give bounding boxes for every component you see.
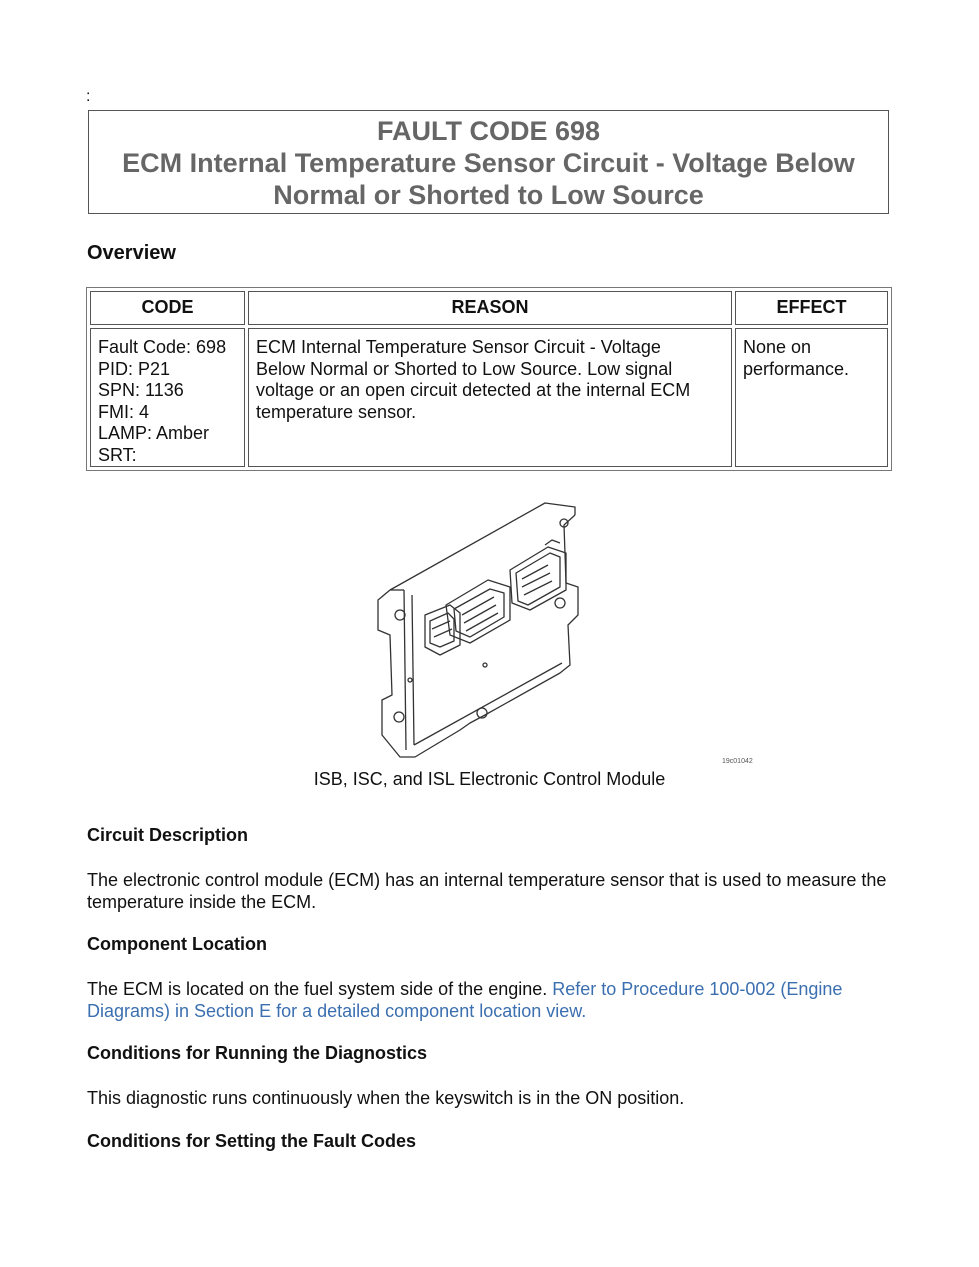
figure-reference-number: 19c01042 (722, 758, 753, 765)
overview-heading: Overview (87, 242, 176, 264)
reason-line: voltage or an open circuit detected at the internal ECM (256, 380, 691, 400)
effect-line: performance. (743, 358, 850, 379)
code-cell (90, 328, 245, 467)
column-header-effect: EFFECT (735, 291, 888, 325)
circuit-description-text: The electronic control module (ECM) has an internal temperature sensor that is used to measure the temperature inside the ECM. (87, 870, 887, 912)
column-header-code: CODE (90, 291, 245, 325)
leading-colon: : (86, 88, 91, 105)
code-line: Fault Code: 698 (98, 337, 227, 357)
fault-code-subtitle-line2: Normal or Shorted to Low Source (273, 180, 704, 210)
code-line: SPN: 1136 (98, 380, 184, 400)
engine-diagrams-link[interactable]: Refer to Procedure 100-002 (Engine Diagrams) in Section E for a detailed component location view. (87, 979, 843, 1021)
component-location-body: The ECM is located on the fuel system side of the engine. (87, 979, 553, 999)
fault-code-title-box (88, 110, 889, 214)
code-line: LAMP: Amber (98, 423, 210, 443)
table-header-row (90, 291, 888, 325)
table-row (90, 328, 888, 467)
code-line: FMI: 4 (98, 401, 150, 422)
component-location-heading: Component Location (87, 934, 267, 954)
running-diagnostics-heading: Conditions for Running the Diagnostics (87, 1043, 427, 1063)
setting-fault-codes-heading: Conditions for Setting the Fault Codes (87, 1131, 416, 1151)
column-header-reason: REASON (248, 291, 732, 325)
effect-line: None on (743, 337, 812, 357)
fault-code-title: FAULT CODE 698 (376, 116, 601, 146)
effect-cell (735, 328, 888, 467)
running-diagnostics-text: This diagnostic runs continuously when the keyswitch is in the ON position. (87, 1088, 685, 1108)
fault-code-subtitle-line1: ECM Internal Temperature Sensor Circuit - Voltage Below (122, 148, 855, 178)
code-line: SRT: (98, 444, 137, 465)
circuit-description-heading: Circuit Description (87, 825, 249, 845)
overview-table (86, 287, 892, 471)
ecm-illustration (370, 495, 760, 767)
component-location-text (87, 978, 907, 1022)
reason-cell (248, 328, 732, 467)
figure-caption: ISB, ISC, and ISL Electronic Control Module (313, 769, 666, 789)
code-line: PID: P21 (98, 358, 171, 379)
reason-line: temperature sensor. (256, 401, 417, 422)
reason-line: Below Normal or Shorted to Low Source. Low signal (256, 358, 673, 379)
reason-line: ECM Internal Temperature Sensor Circuit - Voltage (256, 337, 661, 357)
